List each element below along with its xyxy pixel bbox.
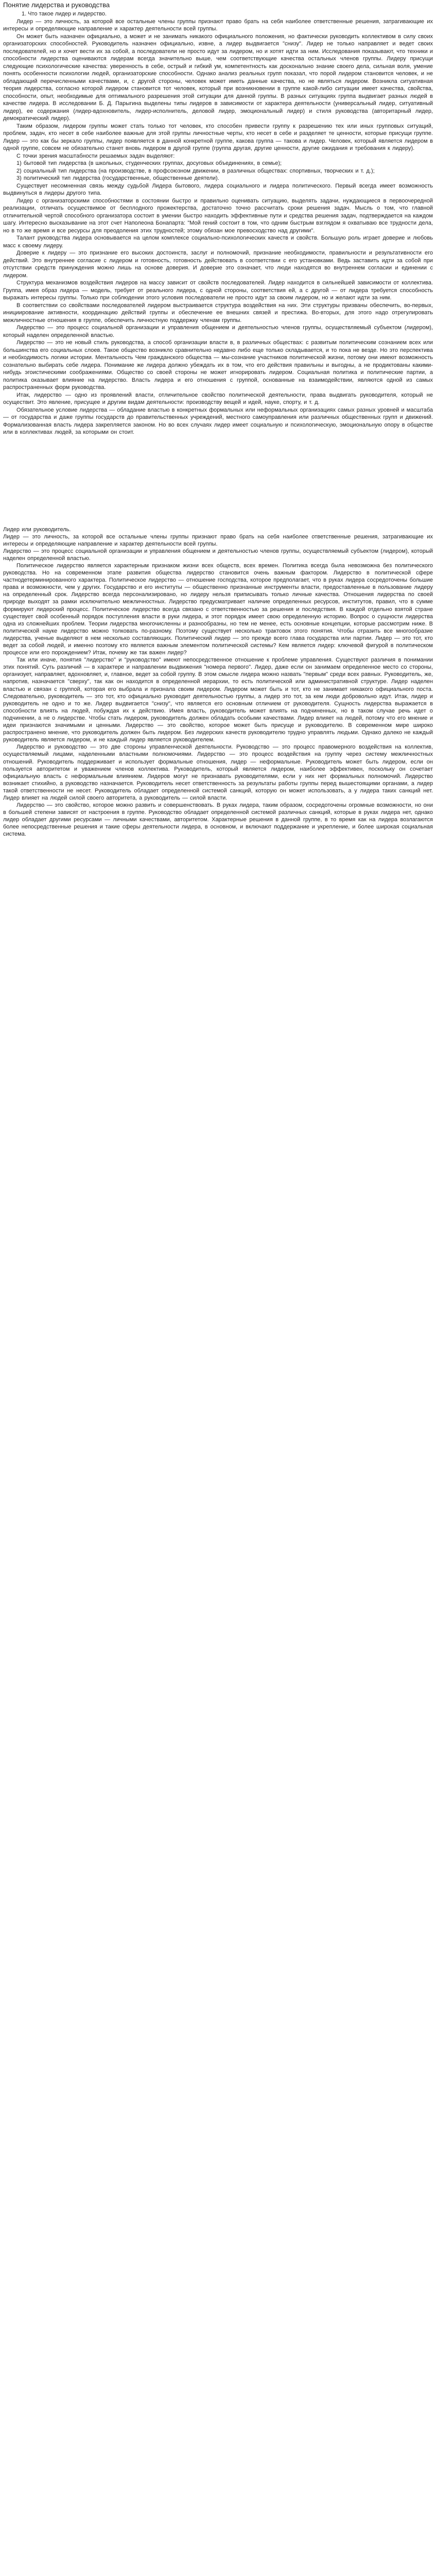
document-title: Понятие лидерства и руководства [3,1,110,9]
paragraph: Так или иначе, понятия "лидерство" и "руководство" имеют непосредственное отношение к проблеме управления. Существуют различия в понимании этих понятий. Суть различий — в характере и направлении выдвижения "номера первого". Лидер, даже если он занимаем определенное место со стороны, организует, направляет, вдохновляет, и, главное, ведет за собой группу. В этом смысле лидера можно назвать "первым" среди всех равных. Руководитель, же, напротив, назначается "сверху", так как он находится в определенной иерархии, то есть политической или административной структуре. Лидер наделен властью и связан с группой, которая его выбрала и признала своим лидером. Лидером может быть и тот, кто не занимает никакого официального поста. Следовательно, руководитель — это тот, кто официально руководит деятельностью группы, а лидер это тот, за кем люди добровольно идут. Итак, лидер и руководитель не одно и то же. Лидер выдвигается "снизу", что является его основным отличием от руководителя. Сущность лидерства выражается в способности влиять на людей, побуждая их к действию. Имея власть, руководитель может влиять на подчиненных, но в таком случае речь идет о подчинении, а не о лидерстве. Чтобы стать лидером, руководитель должен обладать особыми качествами. Лидер влияет на людей, потому что его мнение и идеи признаются значимыми и ценными. Лидерство — это свойство, которое может быть присуще и руководителю. В современном мире широко распространено мнение, что руководитель должен быть лидером. Без лидерских качеств руководителю трудно управлять людьми. Однако далеко не каждый руководитель является лидером, и не каждый лидер является руководителем. [3,657,433,743]
paragraph: Он может быть назначен официально, а может и не занимать никакого официального положения, но фактически руководить коллективом в силу своих организаторских способностей. Руководитель назначен официально, извне, а лидер выдвигается "снизу". Лидер не только направляет и ведет своих последователей, но и хочет вести их за собой, а последователи не просто идут за лидером, но и хотят идти за ним. Исследования показывают, что техники и способности лидерства оцениваются лидерам всегда значительно выше, чем соответствующие качества остальных членов группы. Лидеру присущи следующие психологические качества: уверенность в себе, острый и гибкий ум, компетентность как досконально знание своего дела, сильная воля, умение понять особенности психологии людей, организаторские способности. Однако анализ реальных групп показал, что порой лидером становится человек, и не обладающий перечисленными качествами, и, с другой стороны, человек может иметь данные качества, но не являться лидером. Возникла ситуативная теория лидерства, согласно которой лидером становится тот человек, который при возникновении в группе какой-либо ситуации имеет качества, свойства, способности, опыт, необходимые для оптимального разрешения этой ситуации для данной группы. В разных ситуациях группа выдвигает разных людей в качестве лидера. В исследовании Б. Д. Парыгина выделены типы лидеров в зависимости от характера деятельности (универсальный лидер, ситуативный лидер), ее содержания (лидер-вдохновитель, лидер-исполнитель, деловой лидер, эмоциональный лидер) и стиля руководства (авторитарный лидер, демократический лидер). [3,33,433,122]
list-item: 2) социальный тип лидерства (на производстве, в профсоюзном движении, в различных обществах: спортивных, творческих и т. д.); [16,167,375,174]
paragraph: Талант руководства лидера основывается на целом комплексе социально-психологических качеств и свойств. Большую роль играет доверие и любовь масс к своему лидеру. [3,235,433,249]
paragraph: Лидер — это личность, за которой все остальные члены группы признают право брать на себя наиболее ответственные решения, затрагивающие их интересы и определяющие направление и характер деятельности всей группы. [3,533,433,547]
paragraph: Итак, лидерство — одно из проявлений власти, отличительное свойство политической деятельности, права выдвигать руководителя, который не осуществит. Это явление, присущее и другим видам деятельности: производству вещей и идей, науке, спорту, и т. д. [3,392,433,405]
paragraph: Существует несомненная связь между судьбой Лидера бытового, лидера социального и лидера политического. Первый всегда имеет возможность выдвинуться в лидеры другого типа. [3,182,433,196]
list-item: 1) бытовой тип лидерства (в школьных, студенческих группах, досуговых объединениях, в семье); [16,160,282,166]
blank-space [3,436,433,526]
paragraph: Структура механизмов воздействия лидеров на массу зависит от свойств последователей. Лидер находится в сильнейшей зависимости от коллектива. Группа, имея образ лидера — модель, требует от реального лидера, с одной стороны, соответствия ей, а с другой — от лидера требуется способность выражать интересы группы. Только при соблюдении этого условия последователи не просто идут за своим лидером, но и желают идти за ним. [3,280,433,301]
document-page [0,0,436,849]
paragraph: Лидер с организаторскими способностями в состоянии быстро и правильно оценивать ситуацию, выделять задачи, нуждающиеся в первоочередной реализации, отличать осуществимое от бесплодного прожектерства, достаточно точно рассчитать сроки решения задач. Мысль о том, что главной отличительной чертой способного организатора состоит в умении быстро находить эффективные пути и средства решения задач, подтверждается на каждом шагу. Интересно высказывание на этот счет Наполеона Бонапарта: "Мой гений состоит в том, что одним быстрым взглядом я охватываю все трудности дела, но в то же время и все ресурсы для преодоления этих трудностей; этому обязан мое превосходство над другими". [3,197,433,234]
paragraph: Лидерство — это свойство, которое можно развить и совершенствовать. В руках лидера, таким образом, сосредоточены огромные возможности, но они в большей степени зависят от настроения в группе. Руководство обладает определенной системой различных санкций, которые в руках лидера нет, однако лидер обладает другими ресурсами — личными качествами, авторитетом. Характерные решения в данной группе, в то время как на лидера возлагаются более непосредственные решения и такие сферы деятельности лидера, в основном, и включают поддержание и укрепление, и более широкая социальная система. [3,802,433,838]
paragraph: Лидерство и руководство — это две стороны управленческой деятельности. Руководство — это процесс правомерного воздействия на коллектив, осуществляемый лицами, наделенными властными полномочиями. Лидерство — это процесс воздействия на группу через систему межличностных отношений. Руководитель поддерживает и использует формальные отношения, лидер — неформальные. Руководитель может быть лидером, если он пользуется авторитетом и уважением членов коллектива. Руководитель, который является лидером, наиболее эффективен, поскольку он сочетает официальную власть с неформальным влиянием. Лидеров могут не признавать руководителями, если у них нет формальных полномочий. Лидерство возникает стихийно, а руководство назначается. Руководитель несет ответственность за результаты работы группы перед вышестоящими органами, а лидер такой ответственности не несет. Руководитель обладает определенной системой санкций, которую он может использовать, а у лидера таких санкций нет. Лидер влияет на людей силой своего авторитета, а руководитель — силой власти. [3,744,433,801]
paragraph: С точки зрения масштабности решаемых задач выделяют: [16,152,175,159]
paragraph: Лидер — это личность, за которой все остальные члены группы признают право брать на себя наиболее ответственные решения, затрагивающие их интересы и определяющие направление и характер деятельности всей группы. [3,18,433,32]
section-heading: Лидер или руководитель. [3,526,71,533]
paragraph: Лидерство — это процесс социальной организации и управления общением и деятельностью членов группы, осуществляемый субъектом (лидером), который наделен определенной властью. [3,325,433,338]
list-item: 3) политический тип лидерства (государственные, общественные деятели). [16,175,219,181]
paragraph: Доверие к лидеру — это признание его высоких достоинств, заслуг и полномочий, признание необходимости, правильности и результативности его действий. Это внутреннее согласие с лидером и готовность, готовность действовать в соответствии с его установками. Ведь заставить идти за собой при отсутствии средств принуждения можно лишь на основе доверия. И доверие это означает, что люди находятся во внутреннем согласии и единении с лидером. [3,250,433,279]
section-heading: 1. Что такое лидер и лидерство. [22,11,107,17]
paragraph: В соответствии со свойствами последователей лидером выстраивается структура воздействия на них. Эти структуры призваны обеспечить, во-первых, инициирование активности, координацию действий группы и обеспечение ее внешних связей и престижа. Во-вторых, для этого надо отрегулировать межличностные отношения в группе, обеспечить личностную поддержку членам группы. [3,302,433,324]
section-1 [3,18,433,436]
paragraph: Лидерство — это не новый стиль руководства, а способ организации власти в, в различных обществах: с развитым политическим сознанием всех или большинства его социальных слоев. Такое общество возникло сравнительно недавно либо еще только складывается, и то пока не везде. Но это перспектива и необходимость логики истории. Ментальность Чем гражданского общества — мы-сознание участников политической жизни, потому они имеют возможность сознательно выбирать себе лидера. Понимание же лидера должно убеждать их в том, что его действия правильны и выгодны, а не продиктованы какими-нибудь эгоистическими соображениями. Общество со своей стороны не может игнорировать лидером. Социальная политика и политические партии, а политика оказывает влияние на лидерство. Власть лидера и его отношения с группой, основанные на взаимодействии, являются одной из самых распространенных форм руководства. [3,340,433,391]
paragraph: Таким образом, лидером группы может стать только тот человек, кто способен привести группу к разрешению тех или иных групповых ситуаций, проблем, задач, кто несет в себе наиболее важные для этой группы личностные черты, кто несет в себе и разделяет те ценности, которые присущи группе. Лидер — это как бы зеркало группы, лидер появляется в данной конкретной группе, какова группа — такова и лидер. Человек, который является лидером в одной группе, совсем не обязательно станет вновь лидером в другой группе (группа другая, другие ценности, другие ожидания и требования к лидеру). [3,123,433,151]
section-2 [3,526,433,838]
paragraph: Политическое лидерство является характерным признаком жизни всех обществ, всех времен. Политика всегда была невозможна без политического руководства. Но на современном этапе развития общества лидерство становится очень важным фактором. Лидерство в политической сфере частнодетерминированного характера. Политическое лидерство — отношение господства, которое предполагает, что в руках лидера сосредоточены большие права и возможности, чем у других. Государство и его институты — общественно признанные инструменты власти, предоставленные в пользование лидеру на определенный срок. Лидерство всегда персонализировано, но лидеру нельзя приписывать только личные качества. Отношения лидерства по своей природе выходят за рамки исключительно межличностных. Лидерство предусматривает наличие определенных ресурсов, институтов, правил, что в сумме формируют лидерский процесс. Политическое лидерство всегда связано с ответственностью за решения и последствия. В каждой отдельно взятой стране существует свой особенный порядок поступления власти в руки лидера, и этот порядок имеет свою определенную историю. Вопрос о сущности лидерства одна из сложнейших проблем. Теории лидерства многочисленны и разнообразны, но тем не менее, есть основные концепции, которые рассмотрим ниже. В политической науке лидерство можно толковать по-разному. Поэтому существует несколько трактовок этого понятия. Чтобы отразить все многообразие лидерства, ученые выделяют в нем несколько составляющих. Политический лидер — это прежде всего глава государства или партии. Лидер — это тот, кто ведет за собой людей, и именно поэтому кто является важным элементом политической системы? Кем является лидер: ключевой фигурой в политическом процессе или его порождением? Итак, почему же так важен лидер? [3,562,433,656]
paragraph: Лидерство — это процесс социальной организации и управления общением и деятельностью членов группы, осуществляемый субъектом (лидером), который наделен определенной властью. [3,548,433,562]
paragraph: Обязательное условие лидерства — обладание властью в конкретных формальных или неформальных организациях самых разных уровней и масштаба — от государства и даже группы государств до правительственных учреждений, местного самоуправления или различных общественных групп и движений. Формализованная власть лидера закрепляется законом. Но во всех случаях лидер имеет социальную и психологическую, эмоциональную опору в обществе или в коллективах людей, за которыми он стоит. [3,406,433,435]
